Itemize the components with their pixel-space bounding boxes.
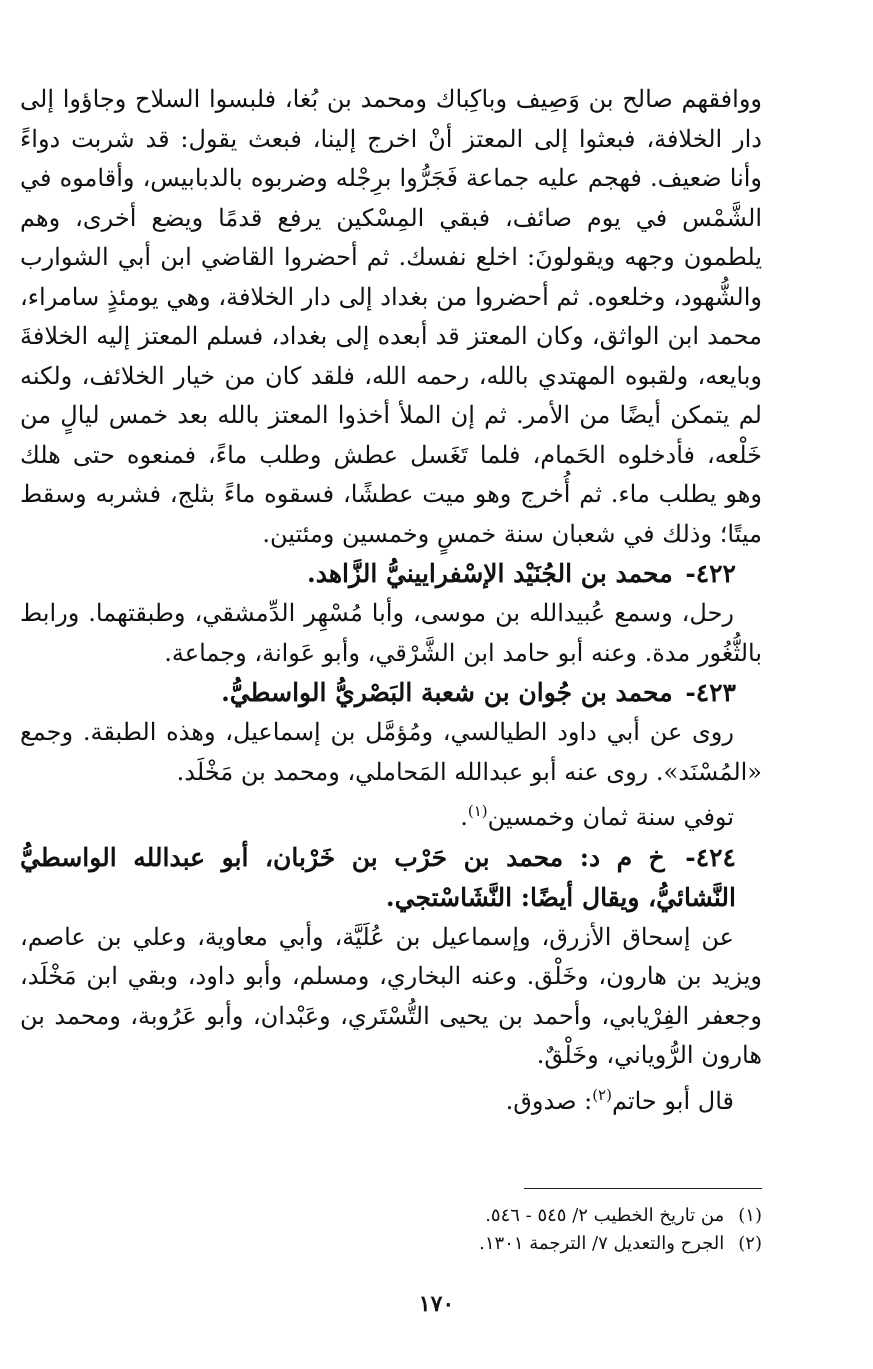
footnote-text: من تاريخ الخطيب ٢/ ٥٤٥ - ٥٤٦. (485, 1205, 725, 1226)
death-text: توفي سنة ثمان وخمسين (487, 803, 734, 831)
entry-number: ٤٢٤- (685, 842, 736, 872)
entry-title: خ م د: محمد بن حَرْب بن خَرْبان، أبو عبدالله الواسطيُّ النَّشائيُّ، ويقال أيضًا: النَّشَاسْتجي. (20, 842, 736, 912)
footnote-reference: (١) (467, 802, 488, 820)
entry-paragraph: روى عن أبي داود الطيالسي، ومُؤمَّل بن إسماعيل، وهذه الطبقة. وجمع «المُسْنَد». روى عنه أبو عبدالله المَحاملي، ومحمد بن مَخْلَد. (20, 718, 762, 786)
footnote-1 (202, 1202, 762, 1230)
footnote-2 (202, 1230, 762, 1258)
entry-number: ٤٢٣- (685, 678, 736, 707)
verdict-tail: : صدوق. (505, 1086, 593, 1115)
entry-heading-423 (20, 673, 762, 713)
entry-verdict-line (20, 1076, 762, 1122)
entry-heading-424 (20, 838, 762, 918)
opening-paragraph: ووافقهم صالح بن وَصِيف وباكِباك ومحمد بن بُغا، فلبسوا السلاح وجاؤوا إلى دار الخلافة، فبعثوا إلى المعتز أنْ اخرج إلينا، فبعث يقول: قد شربت دواءً وأنا ضعيف. فهجم عليه جماعة فَجَرُّوا برِجْله وضربوه بالدبابيس، وأقاموه في الشَّمْس في يوم صائف، فبقي المِسْكين يرفع قدمًا ويضع أخرى، وهم يلطمون وجهه ويقولونَ: اخلع نفسك. ثم أحضروا القاضي ابن أبي الشوارب والشُّهود، وخلعوه. ثم أحضروا من بغداد إلى دار الخلافة، وهي يومئذٍ سامراء، محمد ابن الواثق، وكان المعتز قد أبعده إلى بغداد، فسلم المعتز إليه الخلافةَ وبايعه، ولقبوه المهتدي بالله، رحمه الله، فلقد كان من خيار الخلائف، ولكنه لم يتمكن أيضًا من الأمر. ثم إن الملأ أخذوا المعتز بالله بعد خمس ليالٍ من خَلْعه، فأدخلوه الحَمام، فلما تَغَسل عطش وطلب ماءً، فمنعوه حتى هلك وهو يطلب ماء. ثم أُخرج وهو ميت عطشًا، فسقوه ماءً بثلج، فشربه وسقط ميتًا؛ وذلك في شعبان سنة خمسٍ وخمسين ومئتين. (20, 85, 762, 548)
entry-title: محمد بن جُوان بن شعبة البَصْريُّ الواسطيُّ. (221, 678, 673, 707)
entry-death-line: توفي سنة ثمان وخمسين$^{(١)}$. (460, 802, 734, 831)
entry-title: محمد بن الجُنَيْد الإسْفرايينيُّ الزَّاهد. (307, 559, 673, 588)
footnote-text: الجرح والتعديل ٧/ الترجمة ١٣٠١. (479, 1233, 725, 1254)
footnotes (202, 1202, 762, 1258)
entry-number: ٤٢٢- (685, 559, 736, 588)
entry-paragraph: عن إسحاق الأزرق، وإسماعيل بن عُلَيَّة، وأبي معاوية، وعلي بن عاصم، ويزيد بن هارون، وخَلْق. وعنه البخاري، ومسلم، وأبو داود، وبقي ابن مَخْلَد، وجعفر الفِرْيابي، وأحمد بن يحيى التُّسْتَري، وعَبْدان، وأبو عَرُوبة، ومحمد بن هارون الرُّوياني، وخَلْقٌ. (20, 922, 762, 1069)
footnote-divider (524, 1188, 762, 1189)
footnote-reference: (٢) (592, 1085, 612, 1104)
entry-paragraph: رحل، وسمع عُبيدالله بن موسى، وأبا مُسْهِر الدِّمشقي، وطبقتهما. ورابط بالثُّغُور مدة. وعنه أبو حامد ابن الشَّرْقي، وأبو عَوانة، وجماعة. (20, 599, 762, 667)
footnote-mark: (١) (738, 1205, 762, 1226)
verdict-text: قال أبو حاتم (611, 1086, 734, 1115)
entry-heading-422 (20, 554, 762, 594)
page-body (20, 80, 762, 1121)
footnote-mark: (٢) (738, 1233, 762, 1254)
page-number: ١٧٠ (418, 1291, 455, 1317)
